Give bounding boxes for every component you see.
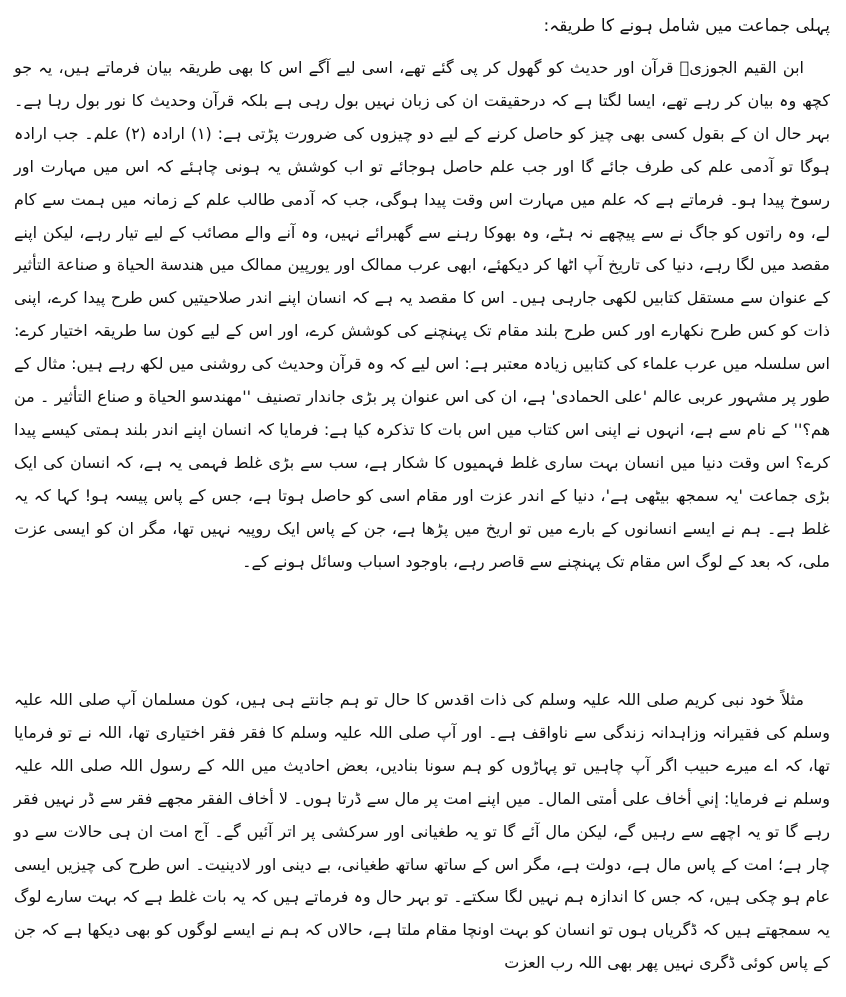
paragraph-1: ابن القیم الجوزیؒ قرآن اور حدیث کو گھول کر پی گئے تھے، اسی لیے آگے اس کا بھی طریقہ بیان فرماتے ہیں، یہ جو کچھ وہ بیان کر رہے تھے، ایسا لگتا ہے کہ درحقیقت ان کی زبان نہیں بول رہی ہے بلکہ قرآن وحدیث کا نور بول رہا ہے۔ بہر حال ان کے بقول کسی بھی چیز کو حاصل کرنے کے لیے دو چیزوں کی ضرورت پڑتی ہے: (۱) ارادہ (۲) علم۔ جب ارادہ ہوگا تو آدمی علم کی طرف جائے گا اور جب علم حاصل ہوجائے تو اب کوشش یہ ہونی چاہئے کہ اس میں مہارت اور رسوخ پیدا ہو۔ فرماتے ہے کہ علم میں مہارت اس وقت پیدا ہوگی، جب کہ آدمی طالب علم کے زمانہ میں ہمت سے کام لے، وہ راتوں کو جاگ نے سے پیچھے نہ ہٹے، وہ بھوکا رہنے سے گھبرائے نہیں، وہ آنے والے مصائب کے لیے تیار رہے، لیکن اپنے مقصد میں لگا رہے، دنیا کی تاریخ آپ اٹھا کر دیکھئے، ابھی عرب ممالک اور یورپین ممالک میں ھندسة الحیاة و صناعة التأثیر کے عنوان سے مستقل کتابیں لکھی جارہی ہیں۔ اس کا مقصد یہ ہے کہ انسان اپنے اندر صلاحیتیں کس طرح پیدا کرے، اپنی ذات کو کس طرح نکھارے اور کس طرح بلند مقام تک پہنچنے کی کوشش کرے، اور اس کے لیے کون سا طریقہ اختیار کرے: اس سلسلہ میں عرب علماء کی کتابیں زیادہ معتبر ہے: اس لیے کہ وہ قرآن وحدیث کی روشنی میں لکھ رہے ہیں: مثال کے طور پر مشہور عربی عالم 'علی الحمادی' ہے، ان کی اس عنوان پر بڑی جاندار تصنیف ''مھندسو الحیاة و صناع التأثیر ۔ من ھم؟'' کے نام سے ہے، انہوں نے اپنی اس کتاب میں اس بات کا تذکرہ کیا ہے: فرمایا کہ انسان اپنے اندر بلند ہمتی کیسے پیدا کرے؟ اس وقت دنیا میں انسان بہت ساری غلط فہمیوں کا شکار ہے، سب سے بڑی غلط فہمی یہ ہے، کہ انسان کی ایک بڑی جماعت 'یہ سمجھ بیٹھی ہے'، دنیا کے اندر عزت اور مقام اسی کو حاصل ہوتا ہے، جس کے پاس پیسہ ہو! کہا کہ یہ غلط ہے۔ ہم نے ایسے انسانوں کے بارے میں تو اریخ میں پڑھا ہے، جن کے پاس ایک روپیہ نہیں تھا، مگر ان کو ایسی عزت ملی، کہ بعد کے لوگ اس مقام تک پہنچنے سے قاصر رہے، باوجود اسباب وسائل ہونے کے۔ — [14, 58, 830, 571]
paragraph-2: مثلاً خود نبی کریم صلی اللہ علیہ وسلم کی ذات اقدس کا حال تو ہم جانتے ہی ہیں، کون مسلمان آپ صلی اللہ علیہ وسلم کی فقیرانہ وزاہدانہ زندگی سے ناواقف ہے۔ اور آپ صلی اللہ علیہ وسلم کا فقر فقر اختیاری تھا، اللہ نے تو فرمایا تھا، کہ اے میرے حبیب اگر آپ چاہیں تو پہاڑوں کو ہم سونا بنادیں، بعض احادیث میں اللہ کے رسول اللہ صلی اللہ علیہ وسلم نے فرمایا: إني أخاف علی أمتی المال۔ میں اپنے امت پر مال سے ڈرتا ہوں۔ لا أخاف الفقر مجھے فقر سے ڈر نہیں فقر رہے گا تو یہ اچھے سے رہیں گے، لیکن مال آئے گا تو یہ طغیانی اور سرکشی پر اتر آئیں گے۔ آج امت ان ہی حالات سے دو چار ہے؛ امت کے پاس مال ہے، دولت ہے، مگر اس کے ساتھ ساتھ طغیانی، بے دینی اور لادینیت۔ اس طرح کی چیزیں ایسی عام ہو چکی ہیں، کہ جس کا اندازہ ہم نہیں لگا سکتے۔ تو بہر حال وہ فرماتے ہیں کہ یہ بات غلط ہے کہ بہت سارے لوگ یہ سمجھتے ہیں کہ ڈگریاں ہوں تو انسان کو بہت اونچا مقام ملتا ہے، حالاں کہ ہم نے ایسے لوگوں کو بھی دیکھا ہے کہ جن کے پاس کوئی ڈگری نہیں پھر بھی اللہ رب العزت — [14, 690, 831, 973]
section-heading: پہلی جماعت میں شامل ہونے کا طریقہ: — [543, 16, 830, 36]
